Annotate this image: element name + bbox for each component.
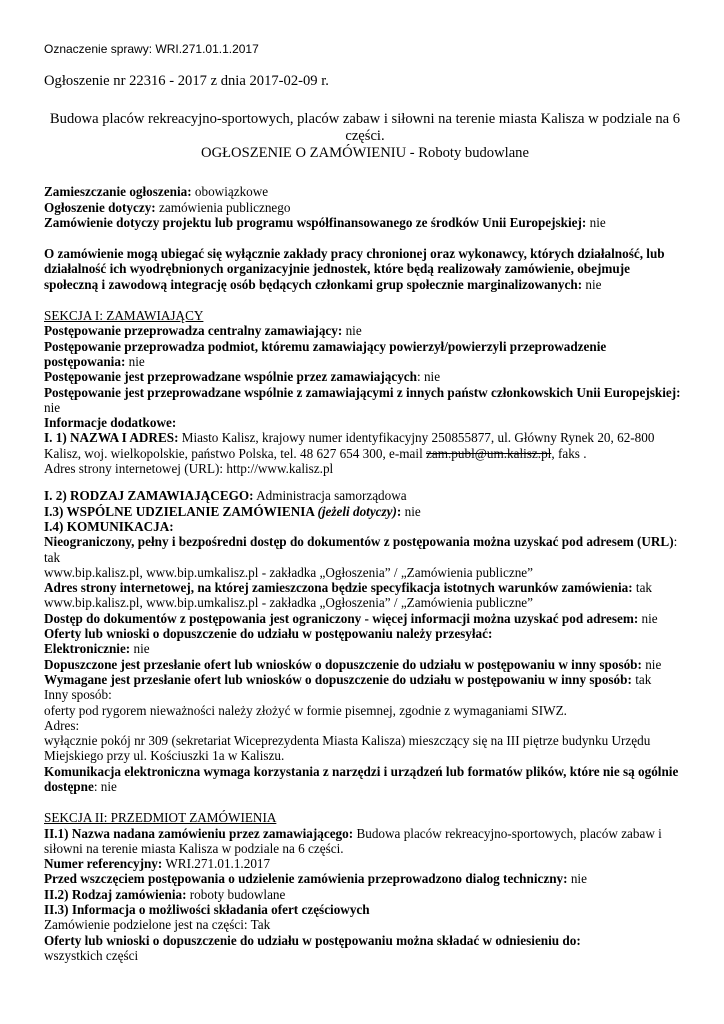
field-line: Komunikacja elektroniczna wymaga korzystania z narzędzi i urządzeń lub formatów plików, które nie są ogólnie dostępne: nie	[44, 763, 679, 794]
plain-line: wszystkich części	[44, 947, 139, 963]
field-line: Wymagane jest przesłanie ofert lub wniosków o dopuszczenie do udziału w postępowaniu w inny sposób: tak	[44, 671, 652, 687]
field-line: Oferty lub wnioski o dopuszczenie do udziału w postępowaniu należy przesyłać:	[44, 626, 493, 642]
field-line: Dopuszczone jest przesłanie ofert lub wniosków o dopuszczenie do udziału w postępowaniu w inny sposób: nie	[44, 656, 662, 672]
url-line: www.bip.kalisz.pl, www.bip.umkalisz.pl - zakładka „Ogłoszenia” / „Zamówienia publiczne”	[44, 595, 533, 611]
field-line: Postępowanie jest przeprowadzane wspólnie z zamawiającymi z innych państw członkowskich Unii Europejskiej: nie	[44, 384, 681, 415]
email-link[interactable]: zam.publ@um.kalisz.pl	[426, 445, 552, 461]
plain-line: Inny sposób:	[44, 687, 112, 703]
section-heading: SEKCJA I: ZAMAWIAJĄCY	[44, 308, 204, 324]
plain-line: wyłącznie pokój nr 309 (sekretariat Wiceprezydenta Miasta Kalisza) mieszczący się na III piętrze budynku Urzędu Miejskiego przy ul. Kościuszki 1a w Kaliszu.	[44, 733, 651, 764]
intro-line: Zamówienie dotyczy projektu lub programu współfinansowanego ze środków Unii Europejskiej: nie	[44, 214, 606, 230]
section-heading: SEKCJA II: PRZEDMIOT ZAMÓWIENIA	[44, 810, 277, 826]
field-line: Postępowanie jest przeprowadzane wspólnie przez zamawiających: nie	[44, 369, 441, 385]
field-line: Postępowanie przeprowadza podmiot, któremu zamawiający powierzył/powierzyli przeprowadzenie postępowania: nie	[44, 338, 607, 369]
case-reference: Oznaczenie sprawy: WRI.271.01.1.2017	[44, 42, 259, 56]
announcement-number: Ogłoszenie nr 22316 - 2017 z dnia 2017-02-09 r.	[44, 73, 329, 89]
field-line: Dostęp do dokumentów z postępowania jest ograniczony - więcej informacji można uzyskać pod adresem: nie	[44, 610, 658, 626]
document-subtitle: OGŁOSZENIE O ZAMÓWIENIU - Roboty budowlane	[201, 145, 529, 162]
url-line: www.bip.kalisz.pl, www.bip.umkalisz.pl - zakładka „Ogłoszenia” / „Zamówienia publiczne”	[44, 564, 533, 580]
intro-line: Zamieszczanie ogłoszenia: obowiązkowe	[44, 184, 269, 200]
plain-line: oferty pod rygorem nieważności należy złożyć w formie pisemnej, zgodnie z wymaganiami SIWZ.	[44, 702, 567, 718]
field-line: Numer referencyjny: WRI.271.01.1.2017	[44, 856, 271, 872]
document-body	[44, 74, 686, 963]
document-title: Budowa placów rekreacyjno-sportowych, placów zabaw i siłowni na terenie miasta Kalisza w podziale na 6 części.	[49, 111, 681, 145]
field-line: Adres strony internetowej, na której zamieszczona będzie specyfikacja istotnych warunków zamówienia: tak	[44, 580, 653, 596]
field-line: Elektronicznie: nie	[44, 641, 150, 657]
field-line: II.2) Rodzaj zamówienia: roboty budowlane	[44, 886, 286, 902]
field-line: I.4) KOMUNIKACJA:	[44, 518, 174, 534]
field-line: II.1) Nazwa nadana zamówieniu przez zamawiającego: Budowa placów rekreacyjno-sportowych, placów zabaw i siłowni na terenie miasta Kalisza w podziale na 6 części.	[44, 825, 662, 856]
field-line: II.3) Informacja o możliwości składania ofert częściowych	[44, 902, 370, 918]
field-line: Oferty lub wnioski o dopuszczenie do udziału w postępowaniu można składać w odniesieniu do:	[44, 932, 581, 948]
field-line: Nieograniczony, pełny i bezpośredni dostęp do dokumentów z postępowania można uzyskać pod adresem (URL): tak	[44, 534, 678, 565]
field-line: Informacje dodatkowe:	[44, 415, 177, 431]
intro-paragraph: O zamówienie mogą ubiegać się wyłącznie zakłady pracy chronionej oraz wykonawcy, których działalność, lub działalność ich wyodrębnionych organizacyjnie jednostek, które będą realizowały zamówienie, obejmuje społeczną i zawodową integrację osób będących członkami grup społecznie marginalizowanych: nie	[44, 246, 665, 292]
plain-line: Adres:	[44, 717, 80, 733]
plain-line: Zamówienie podzielone jest na części: Tak	[44, 917, 271, 933]
field-line: Postępowanie przeprowadza centralny zamawiający: nie	[44, 323, 362, 339]
intro-line: Ogłoszenie dotyczy: zamówienia publicznego	[44, 199, 291, 215]
address-block: I. 1) NAZWA I ADRES: Miasto Kalisz, krajowy numer identyfikacyjny 250855877, ul. Główny Rynek 20, 62-800 Kalisz, woj. wielkopolskie, państwo Polska, tel. 48 627 654 300, e-mail zam.publ@um.kalisz.pl, faks .	[44, 430, 655, 461]
website-line: Adres strony internetowej (URL): http://www.kalisz.pl	[44, 461, 334, 477]
field-line: I. 2) RODZAJ ZAMAWIAJĄCEGO: Administracja samorządowa	[44, 488, 407, 504]
field-line: Przed wszczęciem postępowania o udzielenie zamówienia przeprowadzono dialog techniczny: nie	[44, 871, 587, 887]
field-line: I.3) WSPÓLNE UDZIELANIE ZAMÓWIENIA (jeżeli dotyczy): nie	[44, 503, 421, 519]
